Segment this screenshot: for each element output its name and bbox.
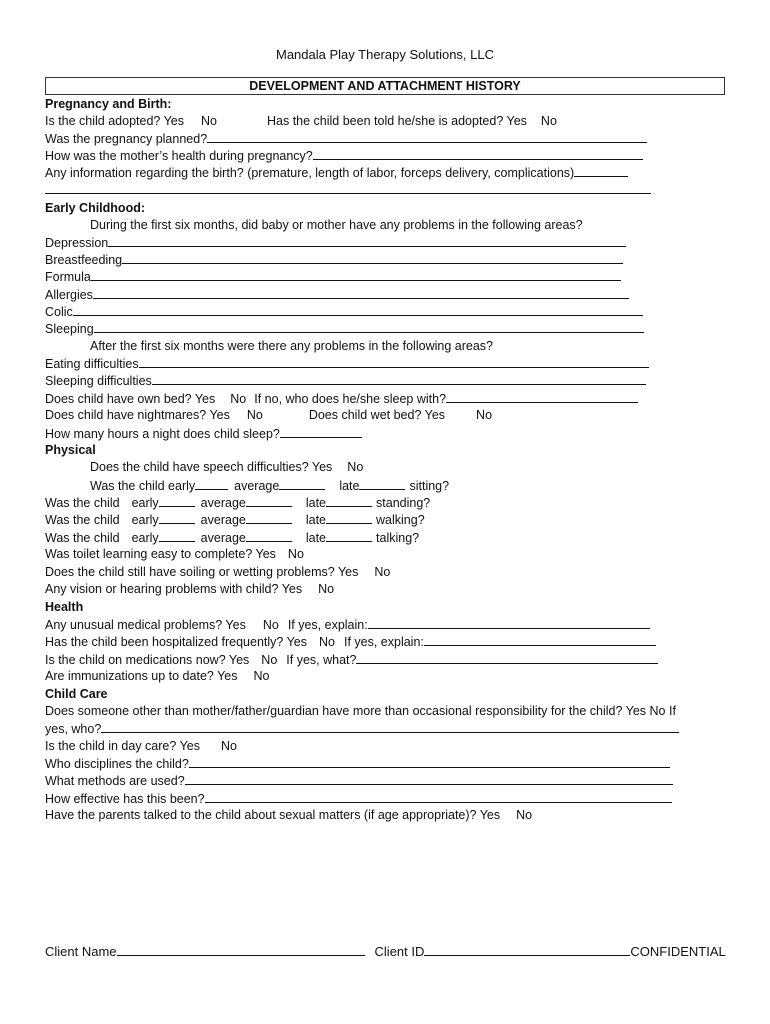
sleeping-difficulties-label: Sleeping difficulties xyxy=(45,374,152,388)
sleep-hours-question: How many hours a night does child sleep? xyxy=(45,427,280,441)
methods-row xyxy=(45,772,673,789)
section-heading-child-care: Child Care xyxy=(45,687,108,701)
standing-label: standing? xyxy=(376,496,431,510)
medical-row xyxy=(45,616,650,633)
depression-label: Depression xyxy=(45,236,109,250)
sitting-average-line[interactable] xyxy=(279,477,325,490)
soiling-no-option[interactable]: No xyxy=(374,565,391,579)
colic-row xyxy=(45,303,643,320)
depression-row xyxy=(45,234,626,251)
medications-answer-line[interactable] xyxy=(356,651,658,664)
allergies-row xyxy=(45,286,629,303)
planned-question: Was the pregnancy planned? xyxy=(45,132,208,146)
standing-late-label: late xyxy=(305,496,327,510)
birth-info-row xyxy=(45,164,628,181)
own-bed-no-option[interactable]: No xyxy=(230,392,247,406)
immunizations-no-option[interactable]: No xyxy=(253,669,270,683)
standing-early-label: early xyxy=(131,496,159,510)
adopted-question: Is the child adopted? Yes xyxy=(45,114,185,128)
talking-label: talking? xyxy=(376,531,420,545)
sleeping-row xyxy=(45,320,644,337)
talking-prefix: Was the child xyxy=(45,531,120,545)
birth-info-question: Any information regarding the birth? (premature, length of labor, forceps delivery, complications) xyxy=(45,166,575,180)
colic-label: Colic xyxy=(45,305,73,319)
allergies-label: Allergies xyxy=(45,288,93,302)
organization-name: Mandala Play Therapy Solutions, LLC xyxy=(276,47,494,62)
footer xyxy=(45,943,726,959)
daycare-question: Is the child in day care? Yes xyxy=(45,739,200,753)
medical-if-yes: If yes, explain: xyxy=(287,618,368,632)
wet-bed-question: Does child wet bed? Yes xyxy=(308,408,446,422)
sexual-matters-row xyxy=(45,807,532,823)
mother-health-question: How was the mother’s health during pregnancy? xyxy=(45,149,313,163)
formula-row xyxy=(45,268,621,285)
client-name-label: Client Name xyxy=(45,944,117,959)
sleeping-difficulties-answer-line[interactable] xyxy=(152,372,646,385)
section-heading-early-childhood: Early Childhood: xyxy=(45,201,145,215)
talking-average-line[interactable] xyxy=(246,529,292,542)
talking-average-label: average xyxy=(200,531,246,545)
told-adopted-no-option[interactable]: No xyxy=(540,114,557,128)
effective-row xyxy=(45,790,672,807)
eating-row xyxy=(45,355,649,372)
walking-late-line[interactable] xyxy=(326,511,372,524)
client-id-line[interactable] xyxy=(424,943,630,956)
own-bed-question: Does child have own bed? Yes xyxy=(45,392,216,406)
walking-average-label: average xyxy=(200,513,246,527)
speech-no-option[interactable]: No xyxy=(347,460,364,474)
toilet-row xyxy=(45,546,304,562)
walking-early-line[interactable] xyxy=(159,511,195,524)
confidential-label: CONFIDENTIAL xyxy=(630,944,726,959)
eating-answer-line[interactable] xyxy=(139,355,649,368)
nightmares-question: Does child have nightmares? Yes xyxy=(45,408,230,422)
section-heading-physical: Physical xyxy=(45,443,96,457)
wet-bed-no-option[interactable]: No xyxy=(476,408,493,422)
talking-late-line[interactable] xyxy=(326,529,372,542)
told-adopted-question: Has the child been told he/she is adopted? Yes xyxy=(267,114,527,128)
birth-info-answer-line-2[interactable] xyxy=(45,181,651,194)
sitting-prefix: Was the child early xyxy=(90,479,196,493)
sleep-hours-answer-line[interactable] xyxy=(280,425,362,438)
eating-label: Eating difficulties xyxy=(45,357,139,371)
mother-health-answer-line[interactable] xyxy=(313,147,643,160)
sitting-average-label: average xyxy=(234,479,280,493)
effective-answer-line[interactable] xyxy=(205,790,672,803)
after-six-months-question: After the first six months were there any problems in the following areas? xyxy=(90,339,493,353)
formula-answer-line[interactable] xyxy=(91,268,621,281)
hospital-question: Has the child been hospitalized frequently? Yes xyxy=(45,635,307,649)
walking-average-line[interactable] xyxy=(246,511,292,524)
client-id-label: Client ID xyxy=(374,944,425,959)
breastfeeding-answer-line[interactable] xyxy=(122,251,623,264)
sleeping-answer-line[interactable] xyxy=(94,320,644,333)
walking-late-label: late xyxy=(305,513,327,527)
sleep-hours-row xyxy=(45,425,362,442)
planned-row xyxy=(45,130,647,147)
daycare-no-option[interactable]: No xyxy=(220,739,237,753)
disciplines-question: Who disciplines the child? xyxy=(45,757,189,771)
standing-row xyxy=(45,494,430,511)
nightmares-no-option[interactable]: No xyxy=(246,408,263,422)
walking-row xyxy=(45,511,425,528)
sitting-label: sitting? xyxy=(409,479,450,493)
first-six-months-question: During the first six months, did baby or mother have any problems in the following areas? xyxy=(90,218,583,232)
adopted-no-option[interactable]: No xyxy=(201,114,217,128)
talking-late-label: late xyxy=(305,531,327,545)
sitting-early-line[interactable] xyxy=(195,477,228,490)
daycare-row xyxy=(45,738,237,754)
standing-average-label: average xyxy=(200,496,246,510)
medications-no-option[interactable]: No xyxy=(261,653,278,667)
soiling-row xyxy=(45,564,390,580)
hospital-if-yes: If yes, explain: xyxy=(343,635,424,649)
sexual-matters-question: Have the parents talked to the child about sexual matters (if age appropriate)? Yes xyxy=(45,808,501,822)
section-heading-pregnancy: Pregnancy and Birth: xyxy=(45,97,172,111)
sitting-late-line[interactable] xyxy=(359,477,405,490)
medical-answer-line[interactable] xyxy=(368,616,650,629)
disciplines-answer-line[interactable] xyxy=(189,755,670,768)
walking-prefix: Was the child xyxy=(45,513,120,527)
client-name-line[interactable] xyxy=(117,943,365,956)
nightmares-row xyxy=(45,407,492,423)
yes-who-label: yes, who? xyxy=(45,722,102,736)
vision-row xyxy=(45,581,334,597)
standing-late-line[interactable] xyxy=(326,494,372,507)
medications-row xyxy=(45,651,658,668)
toilet-no-option[interactable]: No xyxy=(287,547,304,561)
sexual-matters-no-option[interactable]: No xyxy=(516,808,533,822)
effective-question: How effective has this been? xyxy=(45,792,205,806)
walking-early-label: early xyxy=(131,513,159,527)
medications-question: Is the child on medications now? Yes xyxy=(45,653,250,667)
sitting-row xyxy=(90,477,449,494)
allergies-answer-line[interactable] xyxy=(93,286,629,299)
birth-info-answer-line[interactable] xyxy=(574,164,628,177)
speech-row xyxy=(90,459,363,475)
hospital-no-option[interactable]: No xyxy=(319,635,335,649)
planned-answer-line[interactable] xyxy=(207,130,647,143)
sleeping-difficulties-row xyxy=(45,372,646,389)
section-heading-health: Health xyxy=(45,600,84,614)
immunizations-question: Are immunizations up to date? Yes xyxy=(45,669,238,683)
standing-early-line[interactable] xyxy=(159,494,195,507)
immunizations-row xyxy=(45,668,269,684)
talking-row xyxy=(45,529,419,546)
medications-if-yes: If yes, what? xyxy=(286,653,357,667)
standing-prefix: Was the child xyxy=(45,496,120,510)
own-bed-row xyxy=(45,390,638,407)
yes-who-answer-line[interactable] xyxy=(101,720,679,733)
methods-answer-line[interactable] xyxy=(185,772,673,785)
own-bed-answer-line[interactable] xyxy=(446,390,638,403)
vision-question: Any vision or hearing problems with child? Yes xyxy=(45,582,303,596)
yes-who-row xyxy=(45,720,679,737)
medical-question: Any unusual medical problems? Yes xyxy=(45,618,246,632)
birth-info-continuation xyxy=(45,181,651,198)
depression-answer-line[interactable] xyxy=(108,234,626,247)
methods-question: What methods are used? xyxy=(45,774,185,788)
speech-question: Does the child have speech difficulties? Yes xyxy=(90,460,333,474)
other-caregiver-question: Does someone other than mother/father/guardian have more than occasional responsibility for the child? Yes No If xyxy=(45,704,676,718)
adopted-question-row xyxy=(45,113,557,129)
hospital-answer-line[interactable] xyxy=(424,633,656,646)
standing-average-line[interactable] xyxy=(246,494,292,507)
sleeping-label: Sleeping xyxy=(45,322,94,336)
hospital-row xyxy=(45,633,656,650)
vision-no-option[interactable]: No xyxy=(318,582,335,596)
formula-label: Formula xyxy=(45,270,91,284)
mother-health-row xyxy=(45,147,643,164)
walking-label: walking? xyxy=(376,513,425,527)
sitting-late-label: late xyxy=(339,479,360,493)
colic-answer-line[interactable] xyxy=(73,303,643,316)
breastfeeding-label: Breastfeeding xyxy=(45,253,123,267)
breastfeeding-row xyxy=(45,251,623,268)
form-title: DEVELOPMENT AND ATTACHMENT HISTORY xyxy=(45,77,725,95)
soiling-question: Does the child still have soiling or wetting problems? Yes xyxy=(45,565,359,579)
talking-early-line[interactable] xyxy=(159,529,195,542)
own-bed-if-no: If no, who does he/she sleep with? xyxy=(254,392,447,406)
disciplines-row xyxy=(45,755,670,772)
medical-no-option[interactable]: No xyxy=(262,618,279,632)
toilet-question: Was toilet learning easy to complete? Yes xyxy=(45,547,276,561)
talking-early-label: early xyxy=(131,531,159,545)
